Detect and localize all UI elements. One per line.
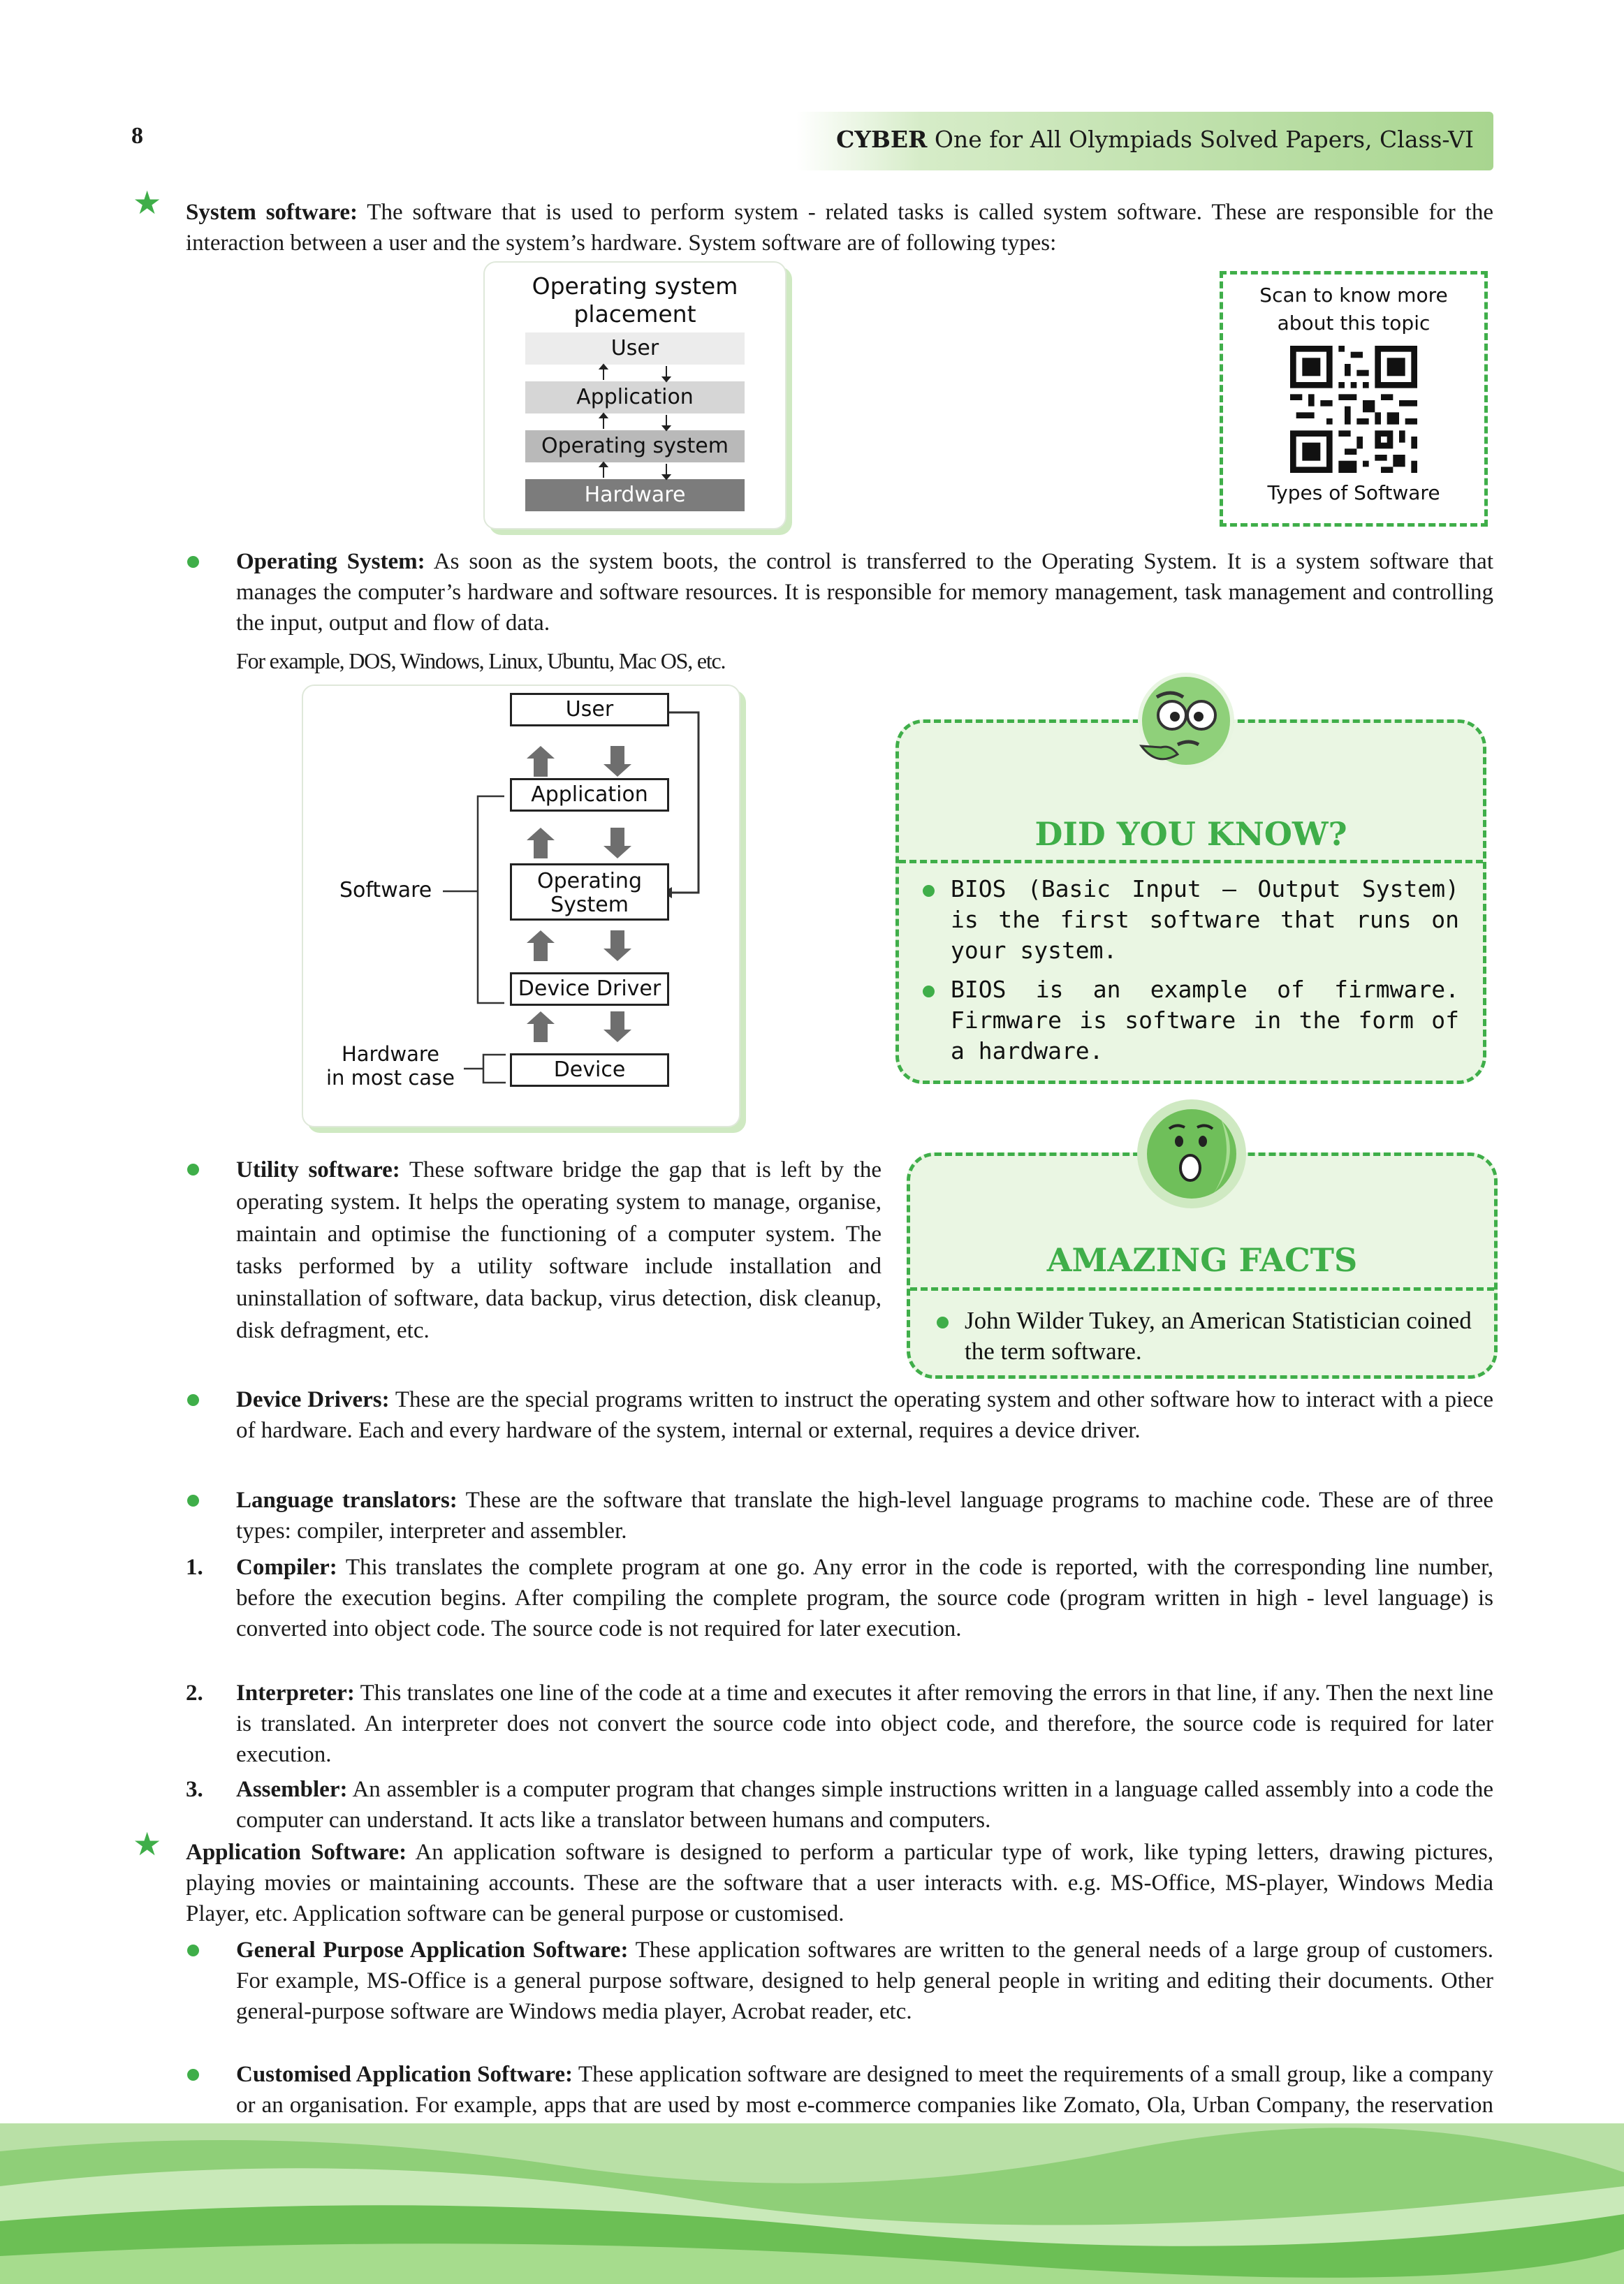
bullet-dot-icon (187, 1394, 199, 1406)
system-software-paragraph (186, 197, 1493, 258)
bullet-dot-icon (923, 885, 935, 897)
diagram-box-device: Device (510, 1053, 669, 1087)
bullet-dot-icon (187, 1495, 199, 1507)
figure1-title-line1: Operating system (532, 272, 738, 300)
header-band (796, 112, 1493, 170)
header-title-text: One for All Olympiads Solved Papers, Class-VI (927, 126, 1474, 153)
bullet-dot-icon (187, 2069, 199, 2081)
interpreter-paragraph (236, 1678, 1493, 1770)
operating-system-paragraph (236, 546, 1493, 638)
utility-software-text: These software bridge the gap that is left by the operating system. It helps the operating system to manage, organise, maintain and optimise the functioning of a computer system. The tasks performed by a utility software include installation and uninstallation of software, data backup, virus detection, disk cleanup, disk defragment, etc. (236, 1157, 882, 1343)
os-examples: For example, DOS, Windows, Linux, Ubuntu, Mac OS, etc. (236, 648, 726, 673)
brand-name: CYBER (836, 126, 928, 153)
qr-caption-line2: about this topic (1277, 312, 1431, 335)
surprised-face-icon (1130, 1095, 1253, 1213)
bullet-dot-icon (923, 986, 935, 997)
figure1-title-line2: placement (573, 300, 696, 328)
software-layers-figure (302, 685, 740, 1127)
did-you-know-title: DID YOU KNOW? (1034, 815, 1347, 853)
diagram-box-os-line1: Operating (537, 869, 642, 893)
customised-term: Customised Application Software: (236, 2062, 573, 2087)
language-translators-term: Language translators: (236, 1488, 458, 1513)
bullet-dot-icon (937, 1317, 949, 1328)
qr-code-icon[interactable] (1290, 346, 1417, 473)
qr-footer-caption: Types of Software (1267, 481, 1440, 504)
compiler-text: This translates the complete program at one go. Any error in the code is reported, with the corresponding line number, before the execution begins. After compiling the complete program, the source code (program written in high - level language) is converted into object code. The source code is not required for later execution. (236, 1555, 1493, 1641)
device-drivers-text: These are the special programs written to instruct the operating system and other software how to interact with a piece of hardware. Each and every hardware of the system, internal or external, requires a device driver. (236, 1387, 1493, 1443)
general-purpose-term: General Purpose Application Software: (236, 1938, 629, 1963)
did-you-know-item-2: BIOS is an example of firmware. Firmware is software in the form of a hardware. (951, 976, 1459, 1064)
amazing-facts-item-1: John Wilder Tukey, an American Statistician coined the term software. (965, 1307, 1472, 1365)
diagram-box-operating-system (510, 863, 669, 921)
operating-system-text: As soon as the system boots, the control is transferred to the Operating System. It is a system software that manages the computer’s hardware and software resources. It is responsible for memory management, task management and controlling the input, output and flow of data. (236, 549, 1493, 636)
page-number: 8 (131, 123, 143, 149)
device-drivers-term: Device Drivers: (236, 1387, 390, 1412)
did-you-know-item-1: BIOS (Basic Input – Output System) is the first software that runs on your system. (951, 875, 1459, 964)
application-software-paragraph (186, 1837, 1493, 1929)
diagram-box-os-line2: System (550, 893, 629, 917)
operating-system-term: Operating System: (236, 549, 425, 574)
assembler-term: Assembler: (236, 1777, 348, 1802)
application-software-text: An application software is designed to perform a particular type of work, like typing letters, drawing pictures, playing movies or maintaining accounts. These are the software that a user interacts with. e.g. MS-Office, MS-player, Windows Media Player, etc. Application software can be general purpose or customised. (186, 1840, 1493, 1926)
amazing-facts-divider (910, 1287, 1494, 1291)
list-number: 1. (186, 1555, 203, 1580)
thinking-face-icon (1129, 669, 1243, 774)
language-translators-text: These are the software that translate the high-level language programs to machine code. These are of three types: compiler, interpreter and assembler. (236, 1488, 1493, 1544)
amazing-facts-title: AMAZING FACTS (1046, 1241, 1358, 1279)
qr-caption-line1: Scan to know more (1259, 284, 1448, 307)
general-purpose-text: These application softwares are written to the general needs of a large group of customers. For example, MS-Office is a general purpose software, designed to help general people in writing and editing their documents. Other general-purpose software are Windows media player, Acrobat reader, etc. (236, 1938, 1493, 2024)
did-you-know-divider (899, 860, 1483, 863)
diagram-box-user: User (510, 693, 669, 726)
qr-code-box (1220, 271, 1488, 527)
compiler-paragraph (236, 1552, 1493, 1644)
utility-software-paragraph (236, 1154, 882, 1347)
did-you-know-box (895, 719, 1486, 1084)
system-software-text: The software that is used to perform system - related tasks is called system software. These are responsible for the interaction between a user and the system’s hardware. System software are of following types: (186, 200, 1493, 256)
layer-user: User (525, 332, 745, 365)
layer-operating-system: Operating system (525, 430, 745, 462)
bullet-dot-icon (187, 1164, 199, 1176)
interpreter-text: This translates one line of the code at a time and executes it after removing the errors in that line, if any. Then the next line is translated. An interpreter does not convert the source code into object code, and therefore, the source code is required for later execution. (236, 1681, 1493, 1767)
star-bullet-icon: ★ (133, 1825, 162, 1863)
hardware-label-line1: Hardware (341, 1042, 439, 1066)
diagram-box-device-driver: Device Driver (510, 972, 669, 1006)
general-purpose-paragraph (236, 1935, 1493, 2027)
interpreter-term: Interpreter: (236, 1681, 355, 1706)
star-bullet-icon: ★ (133, 184, 162, 221)
bullet-dot-icon (187, 556, 199, 568)
customised-text: These application software are designed to meet the requirements of a small group, like a company or an organisation. For example, apps that are used by most e-commerce companies like Zomato, Ola, Urban Company, the reservation (236, 2062, 1493, 2118)
diagram-box-application: Application (510, 778, 669, 812)
qr-caption (1223, 281, 1484, 337)
bullet-dot-icon (187, 1945, 199, 1956)
running-title (836, 126, 1493, 153)
list-number: 2. (186, 1681, 203, 1706)
footer-wave-decoration (0, 2123, 1624, 2284)
hardware-label-line2: in most case (325, 1066, 455, 1090)
list-number: 3. (186, 1777, 203, 1802)
hardware-bracket-label (317, 1042, 464, 1090)
compiler-term: Compiler: (236, 1555, 337, 1580)
application-software-term: Application Software: (186, 1840, 407, 1865)
layer-application: Application (525, 381, 745, 413)
figure1-arrows (485, 263, 785, 528)
assembler-paragraph (236, 1774, 1493, 1836)
device-drivers-paragraph (236, 1384, 1493, 1446)
layer-hardware: Hardware (525, 479, 745, 511)
utility-software-term: Utility software: (236, 1157, 400, 1183)
software-bracket-label: Software (339, 878, 432, 902)
language-translators-paragraph (236, 1485, 1493, 1546)
system-software-term: System software: (186, 200, 358, 225)
assembler-text: An assembler is a computer program that changes simple instructions written in a language called assembly into a code the computer can understand. It acts like a translator between humans and computers. (236, 1777, 1493, 1833)
os-placement-figure (483, 261, 787, 529)
